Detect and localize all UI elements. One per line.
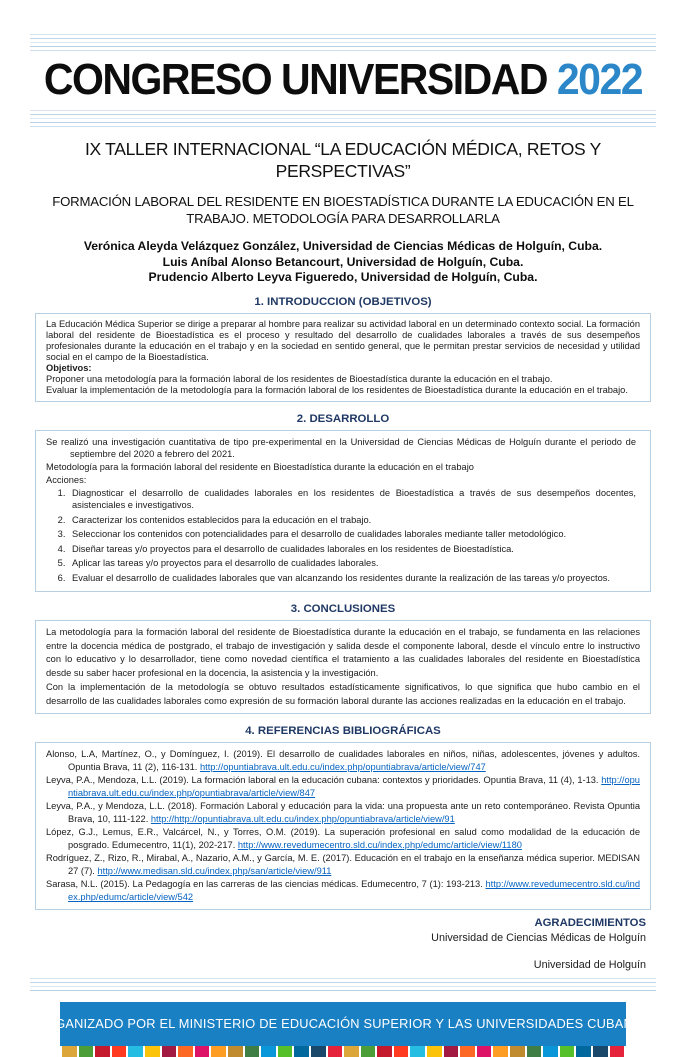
sdg-color-square xyxy=(95,1046,110,1057)
sdg-color-square xyxy=(294,1046,309,1057)
sdg-color-square xyxy=(427,1046,442,1057)
congress-title xyxy=(0,54,686,104)
reference-link[interactable]: http://www.medisan.sld.cu/index.php/san/article/view/911 xyxy=(97,866,332,877)
reference-item xyxy=(46,852,640,878)
section-heading-references: 4. REFERENCIAS BIBLIOGRÁFICAS xyxy=(245,725,441,738)
sdg-color-square xyxy=(112,1046,127,1057)
sdg-color-square xyxy=(311,1046,326,1057)
staff-line xyxy=(30,126,656,127)
sdg-color-square xyxy=(211,1046,226,1057)
staff-line xyxy=(30,990,656,991)
sdg-color-square xyxy=(460,1046,475,1057)
reference-text: Leyva, P.A., y Mendoza, L.L. (2018). Formación Laboral y educación para la vida: una propuesta ante un reto contemporáneo. Revista Opuntia Brava, 10, 111-122. xyxy=(46,801,640,825)
sdg-color-square xyxy=(328,1046,343,1057)
author-line: Luis Aníbal Alonso Betancourt, Universidad de Holguín, Cuba. xyxy=(162,254,524,269)
reference-item xyxy=(46,878,640,904)
sdg-color-square xyxy=(444,1046,459,1057)
sdg-color-square xyxy=(610,1046,625,1057)
sdg-color-square xyxy=(477,1046,492,1057)
acknowledgements-heading: AGRADECIMIENTOS xyxy=(534,917,646,930)
action-item: 2. Caracterizar los contenidos establecidos para la educación en el trabajo. xyxy=(68,514,636,526)
sdg-color-square xyxy=(261,1046,276,1057)
staff-line xyxy=(30,122,656,123)
sdg-color-square xyxy=(377,1046,392,1057)
development-methodology-line: Metodología para la formación laboral del residente en Bioestadística durante la educación en el trabajo xyxy=(46,461,474,472)
reference-link[interactable]: http://www.revedumecentro.sld.cu/index.php/edumc/article/view/1180 xyxy=(237,840,522,851)
sdg-color-square xyxy=(245,1046,260,1057)
reference-item xyxy=(46,774,640,800)
acknowledgements xyxy=(0,917,646,971)
staff-line xyxy=(30,114,656,115)
event-title: IX TALLER INTERNACIONAL “LA EDUCACIÓN MÉDICA, RETOS Y PERSPECTIVAS” xyxy=(84,139,602,182)
sdg-color-square xyxy=(510,1046,525,1057)
congress-year: 2022 xyxy=(556,54,643,104)
sdg-color-square xyxy=(543,1046,558,1057)
sdg-color-square xyxy=(344,1046,359,1057)
sdg-color-square xyxy=(145,1046,160,1057)
development-box xyxy=(35,430,651,593)
staff-line xyxy=(30,50,656,51)
decorative-staff-lines-under-title xyxy=(30,110,656,127)
introduction-box xyxy=(35,313,651,402)
actions-label: Acciones: xyxy=(46,474,87,485)
conclusions-box xyxy=(35,620,651,714)
reference-text: Sarasa, N.L. (2015). La Pedagogía en las carreras de las ciencias médicas. Edumecentro, 7 (1): 193-213. xyxy=(46,879,483,890)
organizer-banner-text: ORGANIZADO POR EL MINISTERIO DE EDUCACIÓN SUPERIOR Y LAS UNIVERSIDADES CUBANAS xyxy=(35,1016,651,1032)
reference-link[interactable]: http://http://opuntiabrava.ult.edu.cu/index.php/opuntiabrava/article/view/91 xyxy=(150,814,455,825)
objectives-label: Objetivos: xyxy=(46,362,92,373)
references-box xyxy=(35,742,651,910)
sdg-color-square xyxy=(593,1046,608,1057)
author-list xyxy=(0,239,686,284)
section-heading-conclusions: 3. CONCLUSIONES xyxy=(290,603,396,616)
sdg-color-square xyxy=(195,1046,210,1057)
staff-line xyxy=(30,982,656,983)
sdg-color-square xyxy=(228,1046,243,1057)
reference-item xyxy=(46,826,640,852)
introduction-paragraph: La Educación Médica Superior se dirige a preparar al hombre para realizar su actividad laboral en un determinado contexto social. La formación laboral del residente de Bioestadística es el proceso y resultado del desarrollo de cualidades laborales a través de sus desempeños profesionales durante la educación en el trabajo y en la sociedad en sentido general, que le permitan prestar servicios de necesidad y utilidad social en el campo de la Bioestadística. xyxy=(46,318,640,362)
author-line: Verónica Aleyda Velázquez González, Universidad de Ciencias Médicas de Holguín, Cuba. xyxy=(83,239,603,254)
sdg-color-square xyxy=(178,1046,193,1057)
reference-item xyxy=(46,800,640,826)
conclusion-paragraph: La metodología para la formación laboral del residente de Bioestadística durante la educación en el trabajo, se fundamenta en las relaciones entre la docencia médica de postgrado, el trabajo de investigación y salida desde el componente laboral, desde el vínculo entre lo instructivo con lo educativo y lo desarrollador, tiene como novedad científica el tratamiento a las cualidades laborales del residente en Bioestadística desde su saber hacer profesional en la docencia, la asistencia y la investigación. xyxy=(46,627,640,678)
development-intro-paragraph: Se realizó una investigación cuantitativa de tipo pre-experimental en la Universidad de Ciencias Médicas de Holguín durante el periodo de septiembre del 2020 a febrero del 2021. xyxy=(46,436,636,459)
section-heading-development: 2. DESARROLLO xyxy=(296,412,390,425)
sdg-color-square xyxy=(527,1046,542,1057)
objectives-list xyxy=(46,374,640,396)
reference-text: Rodríguez, Z., Rizo, R., Mirabal, A., Nazario, A.M., y García, M. E. (2017). Educación en el trabajo en la enseñanza médica superior. MEDISAN 27 (7). xyxy=(46,853,640,877)
objective-line: Evaluar la implementación de la metodología para la formación laboral de los residentes de Bioestadística durante la educación en el trabajo. xyxy=(46,384,628,395)
action-item: 1. Diagnosticar el desarrollo de cualidades laborales en los residentes de Bioestadística a través de sus desempeños docentes, asistenciales e investigativos. xyxy=(68,487,636,511)
staff-line xyxy=(30,42,656,43)
sdg-color-square xyxy=(361,1046,376,1057)
sdg-color-square xyxy=(278,1046,293,1057)
reference-text: Leyva, P.A., Mendoza, L.L. (2019). La formación laboral en la educación cubana: contextos y prioridades. Opuntia Brava, 11 (4), 1-13. xyxy=(46,775,599,786)
paper-title: FORMACIÓN LABORAL DEL RESIDENTE EN BIOESTADÍSTICA DURANTE LA EDUCACIÓN EN EL TRABAJO. METODOLOGÍA PARA DESARROLLARLA xyxy=(52,194,634,227)
sdg-color-square xyxy=(162,1046,177,1057)
sdg-color-square xyxy=(493,1046,508,1057)
staff-line xyxy=(30,118,656,119)
acknowledgement-line: Universidad de Ciencias Médicas de Holguín xyxy=(431,932,646,945)
sdg-color-square xyxy=(79,1046,94,1057)
sdg-color-strip xyxy=(62,1046,624,1057)
conclusion-paragraph: Con la implementación de la metodología se obtuvo resultados estadísticamente significativos, lo que significa que hubo cambio en el desarrollo de las cualidades laborales como expresión de su formación laboral durante las acciones realizadas en la educación en el trabajo. xyxy=(46,682,640,706)
objective-line: Proponer una metodología para la formación laboral de los residentes de Bioestadística durante la educación en el trabajo. xyxy=(46,373,553,384)
staff-line xyxy=(30,38,656,39)
staff-line xyxy=(30,34,656,35)
reference-item xyxy=(46,748,640,774)
staff-line xyxy=(30,978,656,979)
staff-line xyxy=(30,110,656,111)
reference-text: Alonso, L.A, Martínez, O., y Domínguez, I. (2019). El desarrollo de cualidades laborales en niños, niñas, adolescentes, jóvenes y adultos. Opuntia Brava, 11 (2), 116-131. xyxy=(46,749,640,773)
sdg-color-square xyxy=(62,1046,77,1057)
acknowledgement-line: Universidad de Holguín xyxy=(533,958,646,971)
sdg-color-square xyxy=(394,1046,409,1057)
staff-line xyxy=(30,46,656,47)
staff-line xyxy=(30,986,656,987)
reference-link[interactable]: http://opuntiabrava.ult.edu.cu/index.php/opuntiabrava/article/view/847 xyxy=(68,775,640,799)
decorative-staff-lines-bottom xyxy=(30,978,656,991)
sdg-color-square xyxy=(410,1046,425,1057)
action-item: 3. Seleccionar los contenidos con potencialidades para el desarrollo de cualidades laborales mediante taller metodológico. xyxy=(68,528,636,540)
action-item: 6. Evaluar el desarrollo de cualidades laborales que van alcanzando los residentes durante la realización de las tareas y/o proyectos. xyxy=(68,572,636,584)
decorative-staff-lines-top xyxy=(30,0,656,51)
sdg-color-square xyxy=(560,1046,575,1057)
author-line: Prudencio Alberto Leyva Figueredo, Universidad de Holguín, Cuba. xyxy=(148,269,538,284)
action-item: 4. Diseñar tareas y/o proyectos para el desarrollo de cualidades laborales en los residentes de Bioestadística. xyxy=(68,543,636,555)
sdg-color-square xyxy=(128,1046,143,1057)
acknowledgements-list xyxy=(0,931,646,971)
sdg-color-square xyxy=(576,1046,591,1057)
action-item: 5. Aplicar las tareas y/o proyectos para el desarrollo de cualidades laborales. xyxy=(68,557,636,569)
reference-text: López, G.J., Lemus, E.R., Valcárcel, N., y Torres, O.M. (2019). La superación profesional en salud como modalidad de la educación de posgrado. Edumecentro, 11(1), 202-217. xyxy=(46,827,640,851)
congress-name: CONGRESO UNIVERSIDAD xyxy=(43,54,547,104)
reference-link[interactable]: http://www.revedumecentro.sld.cu/index.php/edumc/article/view/542 xyxy=(68,879,640,903)
section-heading-introduction: 1. INTRODUCCION (OBJETIVOS) xyxy=(254,295,432,308)
actions-list xyxy=(68,487,636,584)
reference-link[interactable]: http://opuntiabrava.ult.edu.cu/index.php/opuntiabrava/article/view/747 xyxy=(199,762,486,773)
